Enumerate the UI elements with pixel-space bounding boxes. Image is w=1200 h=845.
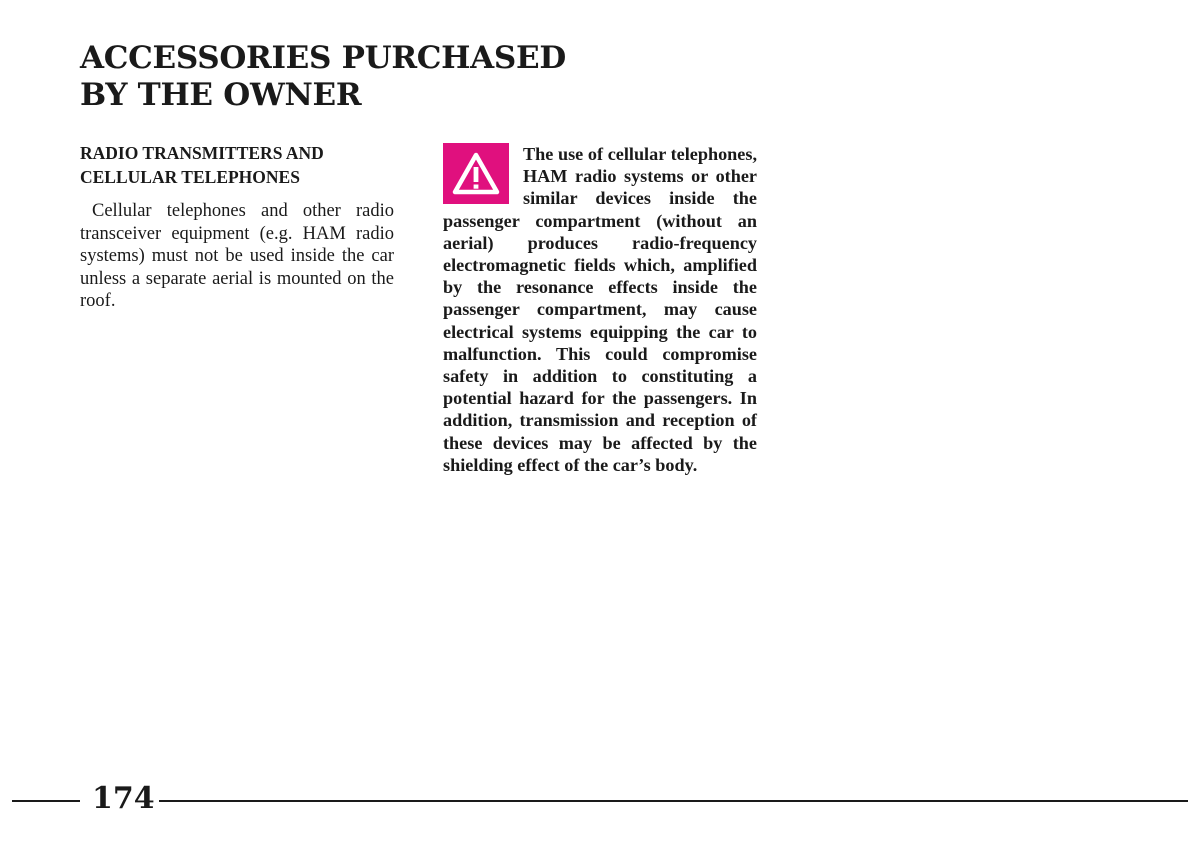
page-title-line-2: BY THE OWNER <box>80 77 362 113</box>
section-heading-line-1: RADIO TRANSMITTERS AND <box>80 143 324 163</box>
warning-text: The use of cellular telephones, HAM radio systems or other similar devices inside the passenger compartment (without an aerial) produces radio-frequency electromagnetic fields which, amplified by the resonance effects inside the passenger compartment, may cause electrical systems equipping the car to malfunction. This could compromise safety in addition to constituting a potential hazard for the passengers. In addition, transmission and reception of these devices may be affected by the shielding effect of the car’s body. <box>443 144 757 475</box>
footer-rule-left <box>12 800 80 802</box>
warning-block <box>443 143 757 476</box>
warning-triangle-icon <box>443 143 509 204</box>
page-title <box>80 40 566 114</box>
page-title-line-1: ACCESSORIES PURCHASED <box>80 40 566 76</box>
section-body-text: Cellular telephones and other radio transceiver equipment (e.g. HAM radio systems) must not be used inside the car unless a separate aerial is mounted on the roof. <box>80 201 394 311</box>
page-number: 174 <box>88 779 159 819</box>
section-heading-line-2: CELLULAR TELEPHONES <box>80 167 300 187</box>
section-heading <box>80 141 400 189</box>
footer-rule-right <box>156 800 1188 802</box>
warning-triangle-icon-svg <box>451 151 501 197</box>
